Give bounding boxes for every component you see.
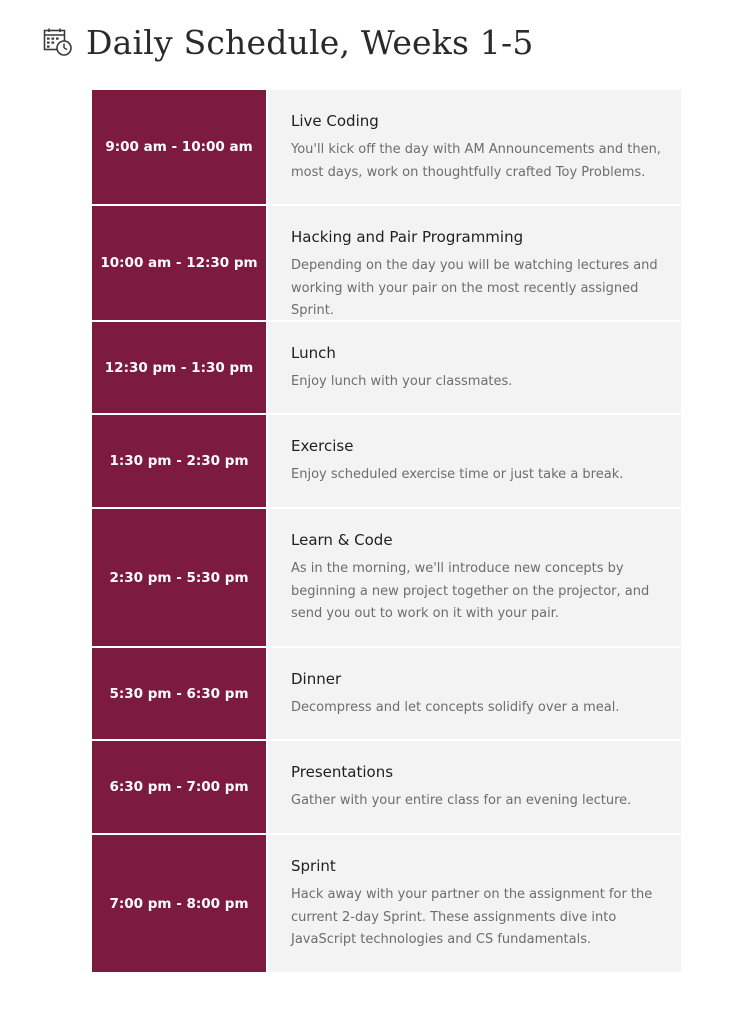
event-description: As in the morning, we'll introduce new concepts by beginning a new project together on the projector, and send you out to work on it with your pair. bbox=[291, 561, 650, 621]
schedule-table bbox=[92, 90, 681, 972]
time-slot: 5:30 pm - 6:30 pm bbox=[92, 648, 268, 739]
event-title: Hacking and Pair Programming bbox=[291, 228, 524, 246]
schedule-row bbox=[92, 322, 681, 415]
event-details bbox=[268, 509, 681, 646]
time-slot: 6:30 pm - 7:00 pm bbox=[92, 741, 268, 833]
event-details bbox=[268, 741, 681, 833]
event-details bbox=[268, 206, 681, 320]
event-details bbox=[268, 322, 681, 413]
event-title: Learn & Code bbox=[291, 531, 393, 549]
schedule-row bbox=[92, 835, 681, 972]
schedule-row bbox=[92, 206, 681, 322]
event-description: Decompress and let concepts solidify over a meal. bbox=[291, 700, 620, 715]
time-slot: 9:00 am - 10:00 am bbox=[92, 90, 268, 204]
time-slot: 10:00 am - 12:30 pm bbox=[92, 206, 268, 320]
event-description: Depending on the day you will be watching lectures and working with your pair on the most recently assigned Sprint. bbox=[291, 258, 658, 318]
time-slot: 2:30 pm - 5:30 pm bbox=[92, 509, 268, 646]
calendar-clock-icon bbox=[42, 26, 74, 58]
page-header bbox=[42, 20, 534, 64]
event-title: Lunch bbox=[291, 344, 336, 362]
schedule-row bbox=[92, 90, 681, 206]
event-description: You'll kick off the day with AM Announcements and then, most days, work on thoughtfully crafted Toy Problems. bbox=[291, 142, 661, 180]
time-slot: 12:30 pm - 1:30 pm bbox=[92, 322, 268, 413]
event-description: Enjoy scheduled exercise time or just take a break. bbox=[291, 467, 624, 482]
schedule-row bbox=[92, 741, 681, 835]
event-details bbox=[268, 90, 681, 204]
event-description: Enjoy lunch with your classmates. bbox=[291, 374, 513, 389]
event-title: Exercise bbox=[291, 437, 354, 455]
event-details bbox=[268, 648, 681, 739]
event-title: Presentations bbox=[291, 763, 394, 781]
time-slot: 7:00 pm - 8:00 pm bbox=[92, 835, 268, 972]
event-details bbox=[268, 415, 681, 507]
page-title: Daily Schedule, Weeks 1-5 bbox=[86, 22, 534, 62]
schedule-row bbox=[92, 509, 681, 648]
schedule-row bbox=[92, 648, 681, 741]
event-description: Gather with your entire class for an evening lecture. bbox=[291, 793, 632, 808]
event-title: Dinner bbox=[291, 670, 342, 688]
event-title: Sprint bbox=[291, 857, 336, 875]
event-description: Hack away with your partner on the assignment for the current 2-day Sprint. These assignments dive into JavaScript technologies and CS fundamentals. bbox=[291, 887, 653, 947]
event-title: Live Coding bbox=[291, 112, 379, 130]
event-details bbox=[268, 835, 681, 972]
schedule-row bbox=[92, 415, 681, 509]
time-slot: 1:30 pm - 2:30 pm bbox=[92, 415, 268, 507]
